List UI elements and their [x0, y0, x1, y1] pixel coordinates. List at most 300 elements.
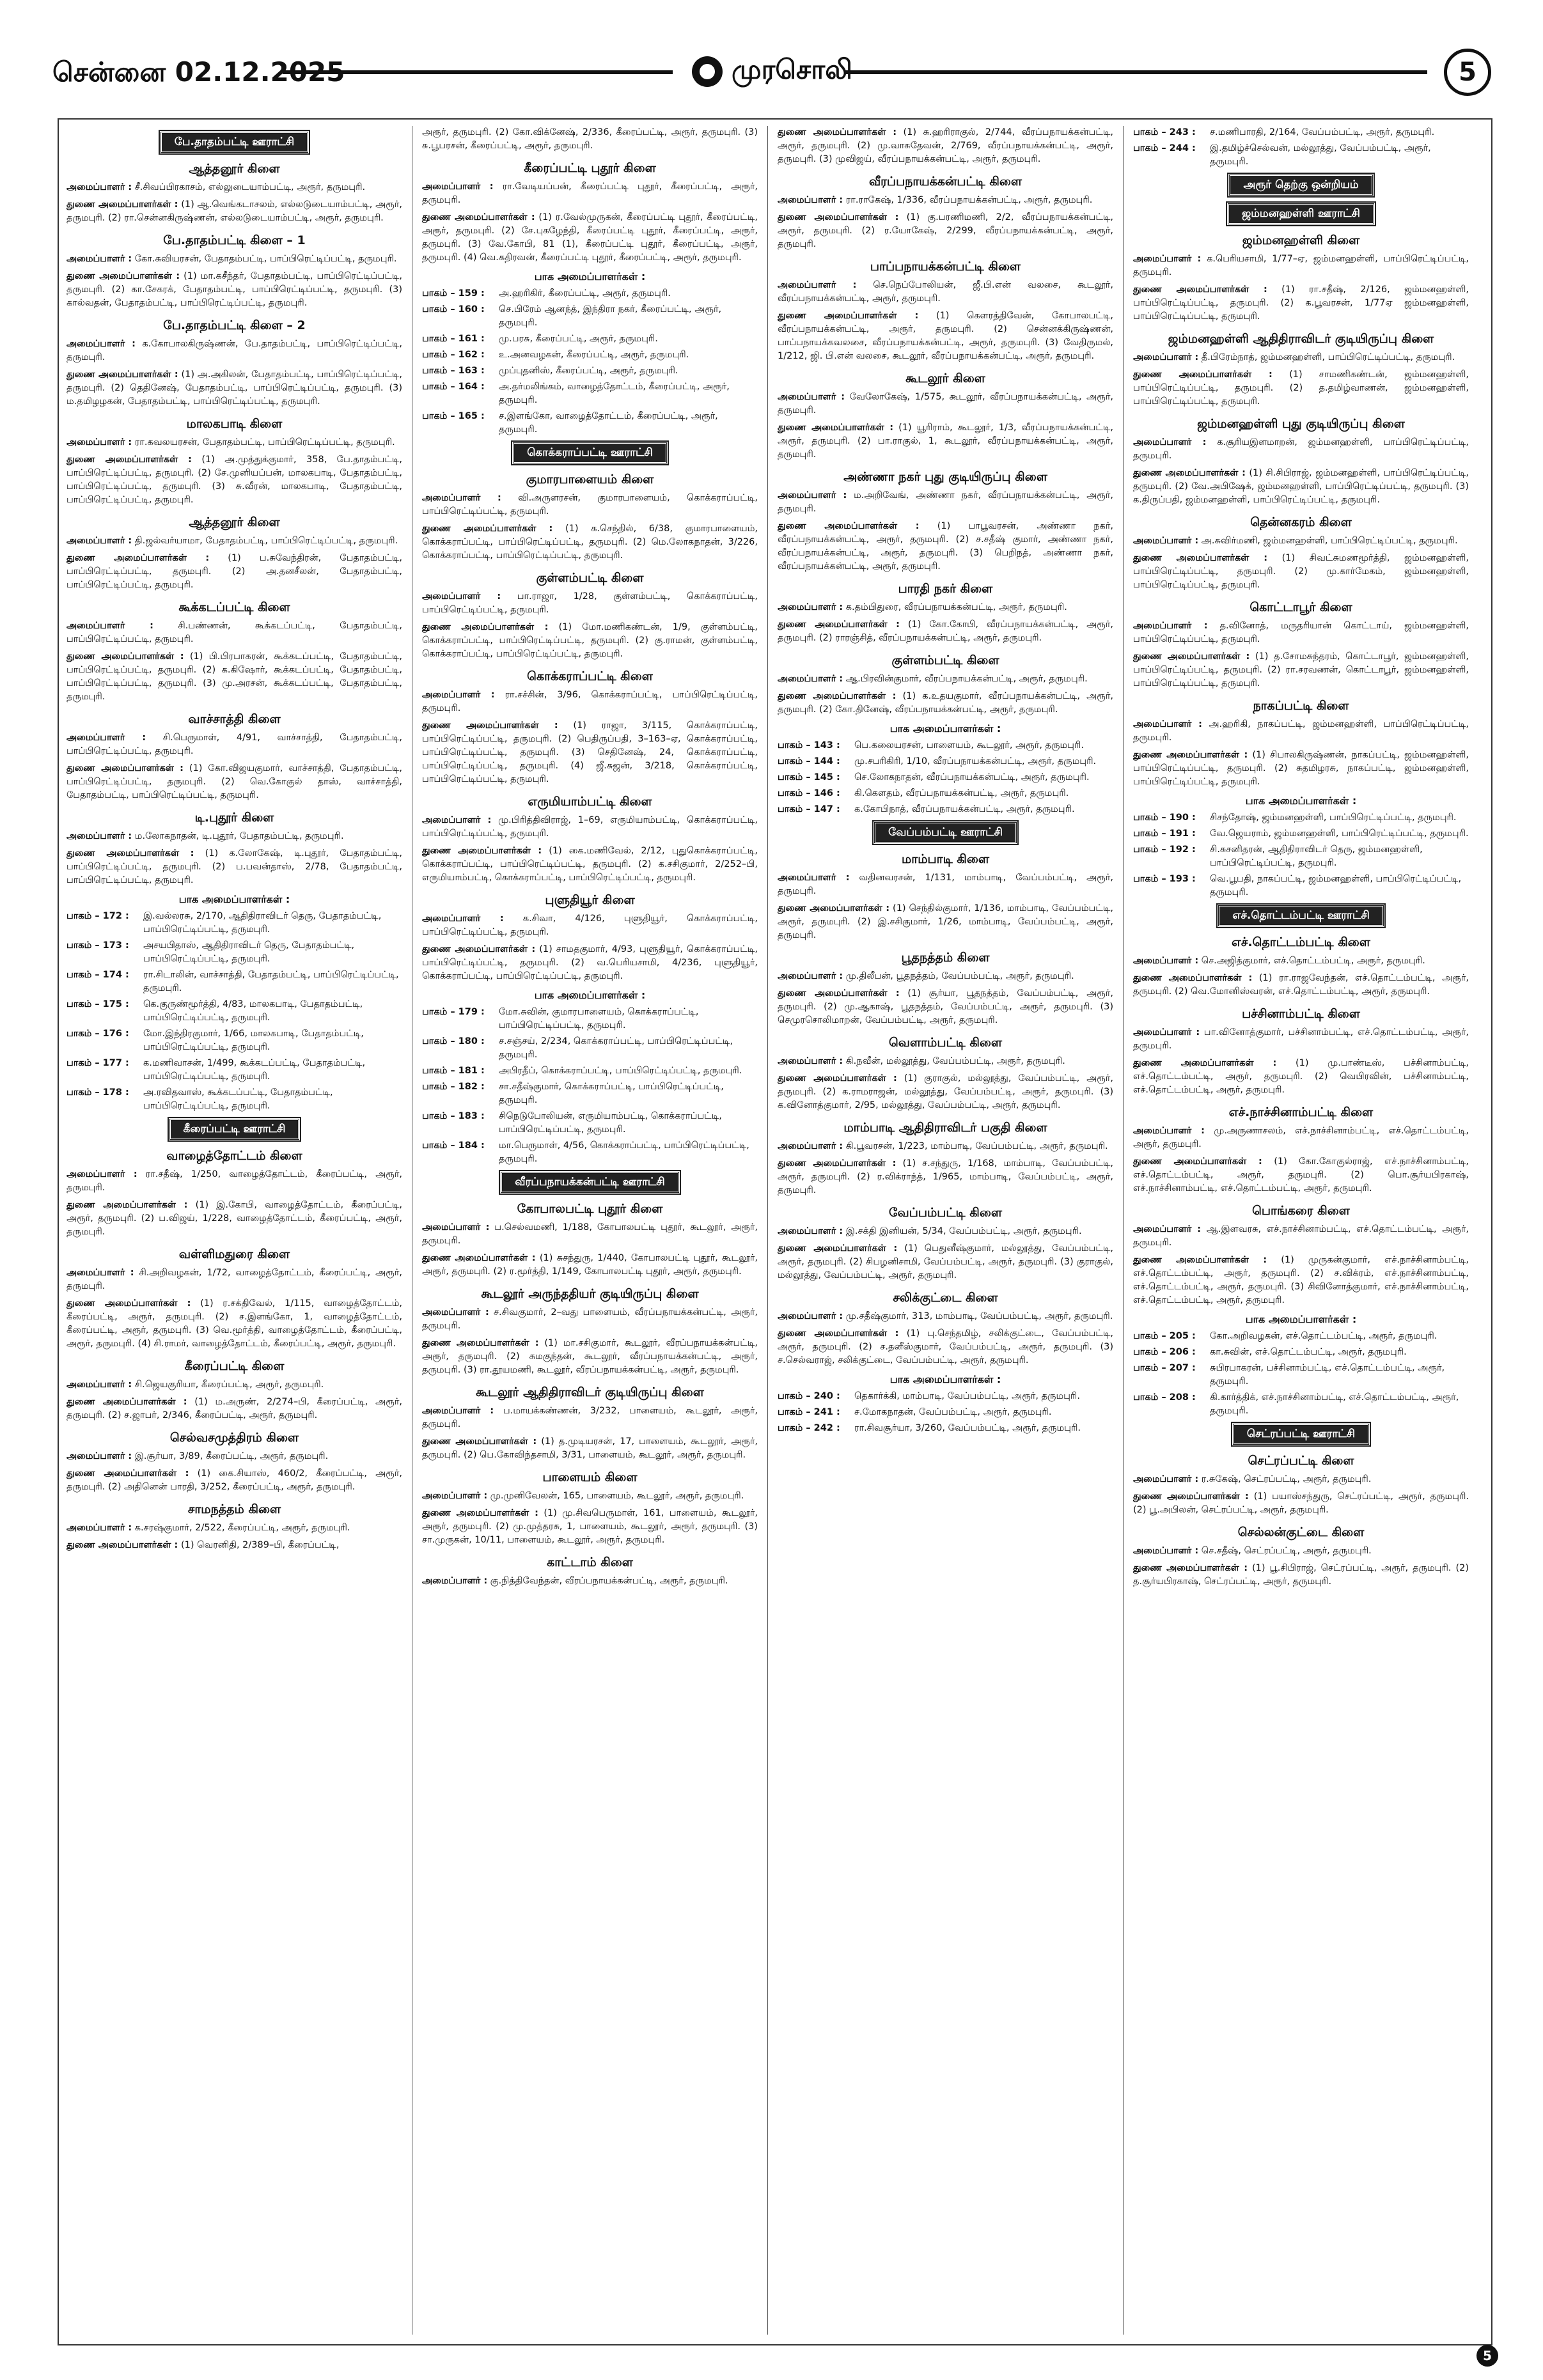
member-details: (1) சிபாலகிருஷ்ணன், நாகப்பட்டி, ஜம்மனஹள்ளி, பாப்பிரெட்டிப்பட்டி, தருமபுரி. (2) சுதமிழரசு, நாகப்பட்டி, ஜம்மனஹள்ளி, பாப்பிரெட்டிப்பட்டி, தருமபுரி. [1133, 750, 1469, 787]
member-details: கி.நவீன், மல்லூத்து, வேப்பம்பட்டி, அரூர், தருமபுரி. [845, 1056, 1065, 1066]
member-entry [778, 1327, 1113, 1367]
column-3 [778, 126, 1113, 2335]
role-label: துணை அமைப்பாளர்கள் : [67, 271, 180, 281]
role-label: அமைப்பாளர் : [778, 1226, 843, 1236]
booth-entry [778, 1422, 1113, 1435]
role-label: அமைப்பாளர் : [422, 1307, 489, 1318]
role-label: துணை அமைப்பாளர்கள் : [67, 553, 210, 563]
booth-member: க.கோபிநாத், வீரப்பநாயக்கன்பட்டி, அரூர், தருமபுரி. [854, 804, 1075, 814]
role-label: துணை அமைப்பாளர்கள் : [778, 619, 900, 630]
role-label: அமைப்பாளர் : [1133, 1224, 1202, 1234]
member-entry [1133, 718, 1469, 745]
member-entry [1133, 1490, 1469, 1517]
member-details: பா.ராஜா, 1/28, குள்ளம்பட்டி, கொக்கராப்பட்டி, பாப்பிரெட்டிப்பட்டி, தருமபுரி. [422, 591, 758, 615]
member-details: சி.பண்ணன், கூக்கடப்பட்டி, பேதாதம்பட்டி, பாப்பிரெட்டிப்பட்டி, தருமபுரி. [67, 621, 402, 644]
booth-member: அபிரதீப், கொக்கராப்பட்டி, பாப்பிரெட்டிப்பட்டி, தருமபுரி. [499, 1066, 742, 1076]
member-entry [67, 270, 402, 310]
member-details: (1) ஆ.வெங்கடாசலம், எல்லடுடையாம்பட்டி, அரூர், தருமபுரி. (2) ரா.சென்னகிருஷ்ணன், எல்லடுடையாம்பட்டி, அரூர், தருமபுரி. [67, 199, 402, 223]
branch-heading: கொட்டாபூர் கிளை [1249, 600, 1352, 614]
branch-heading: பாப்பநாயக்கன்பட்டி கிளை [870, 260, 1021, 274]
member-entry [67, 1467, 402, 1494]
member-entry [422, 1404, 758, 1431]
member-details: கு.நித்திவேந்தன், வீரப்பநாயக்கன்பட்டி, அரூர், தருமபுரி. [490, 1576, 728, 1586]
role-label: அமைப்பாளர் : [778, 1311, 843, 1321]
member-entry [422, 1435, 758, 1462]
page-number: 5 [1444, 49, 1491, 96]
member-details: க.சூரியஇளமாறன், ஜம்மனஹள்ளி, பாப்பிரெட்டிப்பட்டி, தருமபுரி. [1133, 437, 1469, 461]
branch-heading: டி.புதூர் கிளை [194, 811, 274, 825]
member-entry [422, 1252, 758, 1279]
member-details: (1) சூர்யா, பூதநத்தம், வேப்பம்பட்டி, அரூர், தருமபுரி. (2) மு.ஆகாஷ், பூதநத்தம், வேப்பம்பட்டி, அரூர், தருமபுரி. (3) செமுரசொலிமாறன், வேப்பம்பட்டி, அரூர், தருமபுரி. [778, 988, 1113, 1025]
member-entry [422, 814, 758, 841]
booth-number: பாகம் – 243 : [1133, 127, 1196, 137]
booth-entry [67, 968, 402, 995]
branch-heading: குள்ளம்பட்டி கிளை [536, 571, 644, 585]
booth-number: பாகம் – 162 : [422, 350, 485, 360]
booth-member: இ.வல்லரசு, 2/170, ஆதிதிராவிடர் தெரு, பேதாதம்பட்டி, பாப்பிரெட்டிப்பட்டி, தருமபுரி. [143, 911, 382, 935]
member-entry [422, 522, 758, 563]
member-entry [67, 619, 402, 646]
member-entry [778, 1310, 1113, 1323]
member-details: (1) பூ.சிபிராஜ், செட்ரப்பட்டி, அரூர், தருமபுரி. (2) த.சூர்யபிரகாஷ், செட்ரப்பட்டி, அரூர், தருமபுரி. [1133, 1563, 1469, 1587]
member-details: (1) குராகுல், மல்லூத்து, வேப்பம்பட்டி, அரூர், தருமபுரி. (2) க.ராமராஜன், மல்லூத்து, வேப்பம்பட்டி, அரூர், தருமபுரி. (3) க.வினோத்குமார், 2/95, மல்லூத்து, வேப்பம்பட்டி, அரூர், தருமபுரி. [778, 1073, 1113, 1110]
member-details: (1) க.லோகேஷ், டி.புதூர், பேதாதம்பட்டி, பாப்பிரெட்டிப்பட்டி, தருமபுரி. (2) ப.பவன்தாஸ், 2/78, பேதாதம்பட்டி, பாப்பிரெட்டிப்பட்டி, தருமபுரி. [67, 848, 402, 885]
column-2 [422, 126, 758, 2335]
booth-entry [1133, 142, 1469, 169]
member-details: அரூர், தருமபுரி. (2) கோ.விக்னேஷ், 2/336, கீரைப்பட்டி, அரூர், தருமபுரி. (3) சு.பூபரசன், கீரைப்பட்டி, அரூர், தருமபுரி. [422, 127, 758, 151]
paper-title: முரசொலி [732, 54, 852, 85]
member-details: (1) க.உதயகுமார், வீரப்பநாயக்கன்பட்டி, அரூர், தருமபுரி. (2) கோ.தினேஷ், வீரப்பநாயக்கன்பட்டி, அரூர், தருமபுரி. [778, 691, 1113, 715]
booth-entry [778, 755, 1113, 768]
role-label: துணை அமைப்பாளர்கள் : [422, 846, 542, 856]
member-entry [1133, 1223, 1469, 1250]
role-label: அமைப்பாளர் : [67, 1523, 132, 1533]
member-details: ரா.கவலயரசன், பேதாதம்பட்டி, பாப்பிரெட்டிப்பட்டி, தருமபுரி. [134, 437, 395, 447]
member-details: (1) த.சோமசுந்தரம், கொட்டாபூர், ஜம்மனஹள்ளி, பாப்பிரெட்டிப்பட்டி, தருமபுரி. (2) ரா.சரவணன், கொட்டாபூர், ஜம்மனஹள்ளி, பாப்பிரெட்டிப்பட்டி, தருமபுரி. [1133, 651, 1469, 688]
section-heading [67, 131, 402, 153]
member-details: க.சரஷ்குமார், 2/522, கீரைப்பட்டி, அரூர், தருமபுரி. [134, 1523, 350, 1533]
member-details: (1) ர.சக்திவேல், 1/115, வாழைத்தோட்டம், கீரைப்பட்டி, அரூர், தருமபுரி. (2) ச.இளங்கோ, 1, வாழைத்தோட்டம், கீரைப்பட்டி, அரூர், தருமபுரி. (3) வெ.மூர்த்தி, வாழைத்தோட்டம், கீரைப்பட்டி, அரூர், தருமபுரி. (4) சி.ராமர், வாழைத்தோட்டம், கீரைப்பட்டி, அரூர், தருமபுரி. [67, 1298, 402, 1349]
booth-number: பாகம் – 192 : [1133, 844, 1196, 855]
booth-entry [422, 348, 758, 362]
member-entry [67, 731, 402, 758]
member-details: ரா.ராகேஷ், 1/336, வீரப்பநாயக்கன்பட்டி, அரூர், தருமபுரி. [845, 195, 1093, 205]
role-label: அமைப்பாளர் : [422, 1222, 490, 1233]
member-details: ம.அறிவேங், அண்ணா நகர், வீரப்பநாயக்கன்பட்டி, அரூர், தருமபுரி. [778, 490, 1113, 514]
role-label: துணை அமைப்பாளர்கள் : [1133, 750, 1248, 760]
member-details: (1) கை.சியாஸ், 460/2, கீரைப்பட்டி, அரூர், தருமபுரி. (2) அதினென் பாரதி, 3/252, கீரைப்பட்டி, அரூர், தருமபுரி. [67, 1468, 402, 1492]
booth-entry [1133, 873, 1469, 899]
booth-number: பாகம் – 161 : [422, 334, 485, 344]
member-details: (1) மோ.மணிகண்டன், 1/9, குள்ளம்பட்டி, கொக்கராப்பட்டி, பாப்பிரெட்டிப்பட்டி, தருமபுரி. (2) கு.ராமன், குள்ளம்பட்டி, கொக்கராப்பட்டி, பாப்பிரெட்டிப்பட்டி, தருமபுரி. [422, 622, 758, 659]
member-entry [778, 126, 1113, 166]
member-details: க.தம்பிதுரை, வீரப்பநாயக்கன்பட்டி, அரூர், தருமபுரி. [845, 602, 1067, 612]
member-entry [778, 279, 1113, 306]
branch-heading: ஆத்தனூர் கிளை [189, 162, 280, 176]
branch-heading: வௌாம்பட்டி கிளை [888, 1036, 1003, 1050]
member-entry [67, 1297, 402, 1351]
role-label: துணை அமைப்பாளர்கள் : [1133, 973, 1253, 983]
branch-heading: கீரைப்பட்டி கிளை [184, 1359, 285, 1373]
role-label: அமைப்பாளர் : [778, 602, 843, 612]
member-details: வேலோகேஷ், 1/575, கூடலூர், வீரப்பநாயக்கன்பட்டி, அரூர், தருமபுரி. [778, 392, 1113, 416]
role-label: அமைப்பாளர் : [67, 536, 132, 546]
masthead-rule-left [283, 70, 673, 74]
member-details: (1) த.முடியரசன், 17, பாளையம், கூடலூர், அரூர், தருமபுரி. (2) பெ.கோவிந்தசாமி, 3/31, பாளையம், கூடலூர், அரூர், தருமபுரி. [422, 1436, 758, 1460]
role-label: அமைப்பாளர் : [778, 1056, 843, 1066]
booth-number: பாகம் – 193 : [1133, 874, 1196, 884]
booth-member: ச.மோகநாதன், வேப்பம்பட்டி, அரூர், தருமபுரி. [854, 1407, 1052, 1417]
member-entry [422, 844, 758, 885]
member-entry [778, 618, 1113, 645]
member-entry [778, 902, 1113, 942]
booth-entry [422, 303, 758, 330]
booth-number: பாகம் – 242 : [778, 1423, 840, 1433]
role-label: அமைப்பாளர் : [1133, 254, 1202, 264]
member-entry [422, 943, 758, 983]
branch-heading: எச்.நாச்சினாம்பட்டி கிளை [1228, 1105, 1374, 1119]
member-details: க.கோபாலகிருஷ்ணன், பே.தாதம்பட்டி, பாப்பிரெட்டிப்பட்டி, தருமபுரி. [67, 339, 402, 362]
role-label: துணை அமைப்பாளர்கள் : [1133, 553, 1268, 563]
role-label: துணை அமைப்பாளர்கள் : [67, 1540, 178, 1550]
booth-number: பாகம் – 244 : [1133, 143, 1196, 153]
booth-member: மோ.இந்திரகுமார், 1/66, மாலகபாடி, பேதாதம்பட்டி, பாப்பிரெட்டிப்பட்டி, தருமபுரி. [143, 1029, 364, 1052]
role-label: துணை அமைப்பாளர்கள் : [1133, 369, 1273, 380]
member-details: (1) ராஜா, 3/115, கொக்கராப்பட்டி, பாப்பிரெட்டிப்பட்டி, தருமபுரி. (2) பெதிருப்பதி, 3–163–ஏ, கொக்கராப்பட்டி, பாப்பிரெட்டிப்பட்டி, தருமபுரி. (3) செதினேஷ், 24, கொக்கராப்பட்டி, பாப்பிரெட்டிப்பட்டி, தருமபுரி. (4) ஜீ.சுஜன், 3/218, கொக்கராப்பட்டி, பாப்பிரெட்டிப்பட்டி, தருமபுரி. [422, 720, 758, 784]
member-entry [67, 1378, 402, 1392]
paper-name [692, 54, 852, 89]
member-entry [1133, 1057, 1469, 1097]
booth-member: சுபிரபாகரன், பச்சினாம்பட்டி, எச்.தொட்டம்பட்டி, அரூர், தருமபுரி. [1210, 1363, 1445, 1387]
member-entry [1133, 552, 1469, 592]
member-entry [778, 690, 1113, 717]
member-details: ப.மாயக்கண்ணன், 3/232, பாளையம், கூடலூர், அரூர், தருமபுரி. [422, 1406, 758, 1429]
member-entry [1133, 467, 1469, 507]
member-entry [778, 489, 1113, 516]
booth-member: உ.அனவழகன், கீரைப்பட்டி, அரூர், தருமபுரி. [499, 350, 689, 360]
place-date: சென்னை 02.12.2025 [52, 56, 345, 88]
booth-entry [1133, 1330, 1469, 1343]
member-entry [67, 534, 402, 548]
section-heading [1133, 905, 1469, 927]
member-details: சி.அறிவழகன், 1/72, வாழைத்தோட்டம், கீரைப்பட்டி, அரூர், தருமபுரி. [67, 1268, 402, 1291]
member-entry [67, 253, 402, 266]
member-details: (1) மா.கசீந்தர், பேதாதம்பட்டி, பாப்பிரெட்டிப்பட்டி, தருமபுரி. (2) கா.சேகரக், பேதாதம்பட்டி, பாப்பிரெட்டிப்பட்டி, தருமபுரி. (3) கால்வதன், பேதாதம்பட்டி, பாப்பிரெட்டிப்பட்டி, தருமபுரி. [67, 271, 402, 308]
booth-list-heading: பாக அமைப்பாளர்கள் : [1245, 795, 1357, 807]
booth-member: சிநெடுபோலியன், எருமியாம்பட்டி, கொக்கராப்பட்டி, பாப்பிரெட்டிப்பட்டி, தருமபுரி. [499, 1111, 722, 1135]
role-label: அமைப்பாளர் : [778, 674, 843, 684]
branch-heading: வள்ளிமதுரை கிளை [178, 1247, 290, 1261]
member-details: (1) ரா.சதீஷ், 2/126, ஜம்மனஹள்ளி, பாப்பிரெட்டிப்பட்டி, தருமபுரி. (2) க.பூவரசன், 1/77ஏ ஜம்மனஹள்ளி, பாப்பிரெட்டிப்பட்டி, தருமபுரி. [1133, 284, 1469, 322]
branch-heading: வீரப்பநாயக்கன்பட்டி கிளை [868, 175, 1022, 189]
section-heading [422, 1171, 758, 1194]
member-entry [67, 1199, 402, 1239]
booth-entry [422, 364, 758, 378]
booth-member: க.மணிவாசன், 1/499, கூக்கடப்பட்டி, பேதாதம்பட்டி, பாப்பிரெட்டிப்பட்டி, தருமபுரி. [143, 1058, 366, 1082]
member-details: மு.சதீஷ்குமார், 313, மாம்பாடி, வேப்பம்பட்டி, அரூர், தருமபுரி. [845, 1311, 1113, 1321]
branch-heading: கீரைப்பட்டி புதூர் கிளை [524, 161, 656, 175]
booth-member: அ.ரவிதவாஸ், கூக்கடப்பட்டி, பேதாதம்பட்டி, பாப்பிரெட்டிப்பட்டி, தருமபுரி. [143, 1087, 333, 1111]
role-label: அமைப்பாளர் : [422, 914, 504, 924]
member-details: க.சிவா, 4/126, புளுதியூர், கொக்கராப்பட்டி, பாப்பிரெட்டிப்பட்டி, தருமபுரி. [422, 914, 758, 937]
booth-number: பாகம் – 147 : [778, 804, 840, 814]
booth-entry [67, 1086, 402, 1113]
member-details: (1) வெரனிதி, 2/389–பி, கீரைப்பட்டி, [180, 1540, 340, 1550]
booth-member: சிசந்தோஷ், ஜம்மனஹள்ளி, பாப்பிரெட்டிப்பட்டி, தருமபுரி. [1210, 813, 1457, 823]
member-entry [67, 453, 402, 507]
member-entry [778, 601, 1113, 614]
booth-number: பாகம் – 191 : [1133, 828, 1196, 839]
member-details: (1) ச.சந்துரு, 1/168, மாம்பாடி, வேப்பம்பட்டி, அரூர், தருமபுரி. (2) ர.விக்ராந்த், 1/965, மாம்பாடி, வேப்பம்பட்டி, அரூர், தருமபுரி. [778, 1158, 1113, 1195]
role-label: அமைப்பாளர் : [67, 437, 132, 447]
member-details: (1) கை.மணிவேல், 2/12, புதுகொக்கராப்பட்டி, கொக்கராப்பட்டி, பாப்பிரெட்டிப்பட்டி, தருமபுரி. (2) க.சசிகுமார், 2/252–பி, எருமியாம்பட்டி, கொக்கராப்பட்டி, பாப்பிரெட்டிப்பட்டி, தருமபுரி. [422, 846, 758, 883]
role-label: துணை அமைப்பாளர்கள் : [67, 651, 184, 662]
booth-entry [1133, 827, 1469, 841]
booth-list-heading: பாக அமைப்பாளர்கள் : [534, 989, 646, 1001]
role-label: துணை அமைப்பாளர்கள் : [1133, 1156, 1262, 1167]
member-details: (1) ம.அருண், 2/274–பி, கீரைப்பட்டி, அரூர், தருமபுரி. (2) ச.ஜாபர், 2/346, கீரைப்பட்டி, அரூர், தருமபுரி. [67, 1397, 402, 1420]
booth-number: பாகம் – 176 : [67, 1029, 129, 1039]
member-details: இ.சூர்யா, 3/89, கீரைப்பட்டி, அரூர், தருமபுரி. [134, 1451, 329, 1461]
member-details: க.பெரியசாமி, 1/77–ஏ, ஜம்மனஹள்ளி, பாப்பிரெட்டிப்பட்டி, தருமபுரி. [1133, 254, 1469, 277]
section-heading-label: அரூர் தெற்கு ஒன்றியம் [1228, 174, 1373, 196]
role-label: அமைப்பாளர் : [422, 1491, 488, 1501]
booth-entry [422, 287, 758, 300]
member-entry [1133, 619, 1469, 646]
role-label: அமைப்பாளர் : [1133, 1546, 1199, 1556]
booth-number: பாகம் – 164 : [422, 382, 485, 392]
booth-entry [422, 1139, 758, 1166]
branch-heading: பாரதி நகர் கிளை [898, 582, 993, 596]
booth-entry [1133, 1362, 1469, 1388]
role-label: அமைப்பாளர் : [1133, 352, 1199, 362]
member-details: (1) பி.பிரபாகரன், கூக்கடப்பட்டி, பேதாதம்பட்டி, பாப்பிரெட்டிப்பட்டி, தருமபுரி. (2) க.கிஷோர், கூக்கடப்பட்டி, பேதாதம்பட்டி, பாப்பிரெட்டிப்பட்டி, தருமபுரி. (3) மு.அரசன், கூக்கடப்பட்டி, பேதாதம்பட்டி, தருமபுரி. [67, 651, 402, 702]
member-entry [422, 126, 758, 153]
role-label: துணை அமைப்பாளர்கள் : [778, 1328, 899, 1339]
role-label: அமைப்பாளர் : [1133, 621, 1208, 631]
member-details: தி.ஜல்வர்யாமா, பேதாதம்பட்டி, பாப்பிரெட்டிப்பட்டி, தருமபுரி. [134, 536, 398, 546]
member-details: (1) இ.கோபி, வாழைத்தோட்டம், கீரைப்பட்டி, அரூர், தருமபுரி. (2) ப.விஜய், 1/228, வாழைத்தோட்டம், கீரைப்பட்டி, அரூர், தருமபுரி. [67, 1200, 402, 1237]
member-details: (1) மா.சசிகுமார், கூடலூர், வீரப்பநாயக்கன்பட்டி, அரூர், தருமபுரி. (2) சுமகுந்தன், கூடலூர், வீரப்பநாயக்கன்பட்டி, அரூர், தருமபுரி. (3) ரா.தூயமணி, கூடலூர், வீரப்பநாயக்கன்பட்டி, அரூர், தருமபுரி. [422, 1338, 758, 1375]
member-entry [67, 762, 402, 802]
member-details: (1) கு.பரணிமணி, 2/2, வீரப்பநாயக்கன்பட்டி, அரூர், தருமபுரி. (2) ர.யோகேஷ், 2/299, வீரப்பநாயக்கன்பட்டி, அரூர், தருமபுரி. [778, 212, 1113, 249]
booth-number: பாகம் – 190 : [1133, 813, 1196, 823]
branch-heading: நாகப்பட்டி கிளை [1253, 699, 1349, 713]
booth-member: இ.தமிழ்ச்செல்வன், மல்லூத்து, வேப்பம்பட்டி, அரூர், தருமபுரி. [1210, 143, 1431, 167]
member-details: ரா.வேடியப்பன், கீரைப்பட்டி புதூர், கீரைப்பட்டி, அரூர், தருமபுரி. [422, 182, 758, 205]
booth-number: பாகம் – 178 : [67, 1087, 129, 1098]
member-details: கோ.சுவியரசன், பேதாதம்பட்டி, பாப்பிரெட்டிப்பட்டி, தருமபுரி. [134, 254, 397, 264]
role-label: துணை அமைப்பாளர்கள் : [422, 212, 535, 222]
member-details: (1) அ.முத்துக்குமார், 358, பே.தாதம்பட்டி, பாப்பிரெட்டிப்பட்டி, தருமபுரி. (2) சே.முனியப்பன், மாலகபாடி, பேதாதம்பட்டி, பாப்பிரெட்டிப்பட்டி, தருமபுரி. (3) சு.வீரன், மாலகபாடி, பேதாதம்பட்டி, பாப்பிரெட்டிப்பட்டி, தருமபுரி. [67, 455, 402, 505]
member-details: (1) கோ.கோகுல்ராஜ், எச்.நாச்சினாம்பட்டி, எச்.தொட்டம்பட்டி, அரூர், தருமபுரி. (2) பொ.சூர்யபிரகாஷ், எச்.நாச்சினாம்பட்டி, எச்.தொட்டம்பட்டி, அரூர், தருமபுரி. [1133, 1156, 1469, 1194]
branch-heading: குமாரபாளையம் கிளை [526, 472, 654, 486]
member-entry [1133, 351, 1469, 364]
member-details: (1) செந்தில்குமார், 1/136, மாம்பாடி, வேப்பம்பட்டி, அரூர், தருமபுரி. (2) இ.சசிகுமார், 1/26, மாம்பாடி, வேப்பம்பட்டி, அரூர், தருமபுரி. [778, 903, 1113, 940]
branch-heading: எருமியாம்பட்டி கிளை [528, 795, 652, 809]
member-entry [1133, 1254, 1469, 1307]
booth-number: பாகம் – 165 : [422, 411, 485, 421]
section-heading [778, 821, 1113, 844]
member-entry [1133, 749, 1469, 789]
member-details: செ.அஜித்குமார், எச்.தொட்டம்பட்டி, அரூர், தருமபுரி. [1201, 956, 1425, 966]
branch-heading: வாச்சாத்தி கிளை [188, 712, 281, 726]
section-heading-label: வீரப்பநாயக்கன்பட்டி ஊராட்சி [500, 1171, 680, 1194]
member-entry [422, 590, 758, 617]
booth-member: மு.சபரிகிரி, 1/10, வீரப்பநாயக்கன்பட்டி, அரூர், தருமபுரி. [854, 756, 1097, 766]
booth-entry [422, 332, 758, 346]
booth-entry [1133, 1391, 1469, 1418]
role-label: துணை அமைப்பாளர்கள் : [778, 1243, 898, 1254]
booth-number: பாகம் – 173 : [67, 940, 129, 951]
member-entry [422, 180, 758, 207]
member-details: (1) யூரிராம், கூடலூர், 1/3, வீரப்பநாயக்கன்பட்டி, அரூர், தருமபுரி. (2) பா.ராகுல், 1, கூடலூர், வீரப்பநாயக்கன்பட்டி, அரூர், தருமபுரி. [778, 423, 1113, 460]
booth-member: சி.சுசனிதரன், ஆதிதிராவிடர் தெரு, ஜம்மனஹள்ளி, பாப்பிரெட்டிப்பட்டி, தருமபுரி. [1210, 844, 1423, 868]
booth-number: பாகம் – 207 : [1133, 1363, 1196, 1373]
member-entry [778, 1157, 1113, 1197]
member-details: அ.ஹரிகி, நாகப்பட்டி, ஜம்மனஹள்ளி, பாப்பிரெட்டிப்பட்டி, தருமபுரி. [1133, 719, 1469, 743]
member-details: மு.முனிவேலன், 165, பாளையம், கூடலூர், அரூர், தருமபுரி. [490, 1491, 744, 1501]
member-entry [778, 970, 1113, 983]
member-details: (1) மு.சிவபெருமாள், 161, பாளையம், கூடலூர், அரூர், தருமபுரி. (2) மு.முத்தரசு, 1, பாளையம், கூடலூர், அரூர், தருமபுரி. (3) சா.முருகன், 10/11, பாளையம், கூடலூர், அரூர், தருமபுரி. [422, 1508, 758, 1545]
branch-heading: ஜம்மனஹள்ளி கிளை [1242, 233, 1360, 247]
member-entry [67, 650, 402, 704]
role-label: துணை அமைப்பாளர்கள் : [422, 944, 536, 954]
section-heading [67, 1118, 402, 1140]
section-heading-label: கீரைப்பட்டி ஊராட்சி [169, 1118, 301, 1140]
member-details: (1) பாபூவரசன், அண்ணா நகர், வீரப்பநாயக்கன்பட்டி, அரூர், தருமபுரி. (2) ச.சதீஷ் குமார், அண்ணா நகர், வீரப்பநாயக்கன்பட்டி, அரூர், தருமபுரி. (3) பெறிநத், அண்ணா நகர், வீரப்பநாயக்கன்பட்டி, அரூர், தருமபுரி. [778, 521, 1113, 572]
section-heading-label: பே.தாதம்பட்டி ஊராட்சி [160, 131, 309, 153]
role-label: துணை அமைப்பாளர்கள் : [67, 199, 178, 210]
role-label: அமைப்பாளர் : [422, 1406, 494, 1416]
branch-heading: வாழைத்தோட்டம் கிளை [166, 1149, 302, 1163]
booth-number: பாகம் – 179 : [422, 1007, 485, 1017]
booth-entry [1133, 126, 1469, 139]
member-entry [778, 1140, 1113, 1153]
role-label: துணை அமைப்பாளர்கள் : [67, 848, 194, 859]
booth-number: பாகம் – 145 : [778, 772, 840, 782]
role-label: அமைப்பாளர் : [422, 493, 501, 503]
member-entry [1133, 972, 1469, 999]
column-4 [1133, 126, 1469, 2335]
role-label: அமைப்பாளர் : [778, 195, 843, 205]
booth-member: ச.இளங்கோ, வாழைத்தோட்டம், கீரைப்பட்டி, அரூர், தருமபுரி. [499, 411, 718, 435]
booth-number: பாகம் – 206 : [1133, 1347, 1196, 1357]
role-label: அமைப்பாளர் : [422, 815, 492, 825]
member-details: (1) சாமதகுமார், 4/93, புளுதியூர், கொக்கராப்பட்டி, பாப்பிரெட்டிப்பட்டி, தருமபுரி. (2) வ.பெரியசாமி, 4/236, புளுதியூர், கொக்கராப்பட்டி, பாப்பிரெட்டிப்பட்டி, தருமபுரி. [422, 944, 758, 981]
role-label: துணை அமைப்பாளர்கள் : [422, 1508, 538, 1518]
role-label: அமைப்பாளர் : [67, 254, 132, 264]
section-heading-label: செட்ரப்பட்டி ஊராட்சி [1232, 1423, 1370, 1445]
branch-heading: செட்ரப்பட்டி கிளை [1248, 1454, 1354, 1468]
role-label: துணை அமைப்பாளர்கள் : [1133, 468, 1246, 478]
booth-entry [422, 1064, 758, 1078]
role-label: துணை அமைப்பாளர்கள் : [1133, 1563, 1248, 1573]
booth-entry [778, 1390, 1113, 1403]
branch-heading: மாம்பாடி கிளை [902, 852, 989, 866]
booth-member: செ.லோகநாதன், வீரப்பநாயக்கன்பட்டி, அரூர், தருமபுரி. [854, 772, 1090, 782]
booth-member: அ.தர்மலிங்கம், வாழைத்தோட்டம், கீரைப்பட்டி, அரூர், தருமபுரி. [499, 382, 730, 405]
role-label: அமைப்பாளர் : [67, 621, 153, 631]
booth-list-heading: பாக அமைப்பாளர்கள் : [889, 1373, 1001, 1385]
booth-member: ச.மணிபாரதி, 2/164, வேப்பம்பட்டி, அரூர், தருமபுரி. [1210, 127, 1435, 137]
member-details: (1) ரா.ராஜவேந்தன், எச்.தொட்டம்பட்டி, அரூர், தருமபுரி. (2) வெ.மோனிஸ்வரன், எச்.தொட்டம்பட்டி, அரூர், தருமபுரி. [1133, 973, 1469, 997]
member-entry [778, 194, 1113, 207]
member-details: செ.சதீஷ், செட்ரப்பட்டி, அரூர், தருமபுரி. [1201, 1546, 1372, 1556]
member-entry [1133, 1026, 1469, 1053]
role-label: அமைப்பாளர் : [422, 182, 494, 192]
member-details: வதினவரசன், 1/131, மாம்பாடி, வேப்பம்பட்டி, அரூர், தருமபுரி. [778, 873, 1113, 896]
booth-number: பாகம் – 180 : [422, 1036, 485, 1046]
booth-entry [778, 771, 1113, 784]
member-entry [778, 421, 1113, 462]
member-entry [67, 1539, 402, 1552]
member-details: (1) சுசந்துரு, 1/440, கோபாலபட்டி புதூர், கூடலூர், அரூர், தருமபுரி. (2) ர.மூர்த்தி, 1/149, கோபாலபட்டி புதூர், அரூர், தருமபுரி. [422, 1253, 758, 1277]
booth-number: பாகம் – 146 : [778, 788, 840, 798]
role-label: அமைப்பாளர் : [1133, 1027, 1200, 1038]
member-entry [1133, 368, 1469, 408]
member-entry [778, 673, 1113, 686]
member-details: கி.பூவரசன், 1/223, மாம்பாடி, வேப்பம்பட்டி, அரூர், தருமபுரி. [845, 1141, 1108, 1151]
booth-member: கி.கார்த்திக், எச்.நாச்சினாம்பட்டி, எச்.தொட்டம்பட்டி, அரூர், தருமபுரி. [1210, 1392, 1459, 1416]
booth-number: பாகம் – 183 : [422, 1111, 485, 1121]
member-details: இ.சக்தி இனியன், 5/34, வேப்பம்பட்டி, அரூர், தருமபுரி. [845, 1226, 1082, 1236]
booth-number: பாகம் – 205 : [1133, 1331, 1196, 1341]
booth-number: பாகம் – 160 : [422, 304, 485, 315]
branch-heading: பே.தாதம்பட்டி கிளை – 2 [163, 318, 306, 332]
section-heading-label: எச்.தொட்டம்பட்டி ஊராட்சி [1218, 905, 1384, 927]
role-label: துணை அமைப்பாளர்கள் : [67, 763, 184, 774]
member-details: மு.அருணாசலம், எச்.நாச்சினாம்பட்டி, எச்.தொட்டம்பட்டி, அரூர், தருமபுரி. [1133, 1126, 1469, 1149]
section-heading [1133, 174, 1469, 196]
branch-heading: பாளையம் கிளை [542, 1470, 638, 1484]
booth-number: பாகம் – 175 : [67, 999, 129, 1009]
member-entry [422, 719, 758, 786]
member-details: (1) பு.செந்தமிழ், சலிக்குட்டை, வேப்பம்பட்டி, அரூர், தருமபுரி. (2) ச.தனீஸ்குமார், வேப்பம்பட்டி, அரூர், தருமபுரி. (3) ச.செல்வராஜ், சலிக்குட்டை, வேப்பம்பட்டி, அரூர், தருமபுரி. [778, 1328, 1113, 1365]
role-label: அமைப்பாளர் : [1133, 437, 1207, 447]
booth-number: பாகம் – 182 : [422, 1082, 485, 1092]
role-label: அமைப்பாளர் : [67, 1169, 137, 1179]
role-label: துணை அமைப்பாளர்கள் : [422, 524, 553, 534]
booth-list-heading: பாக அமைப்பாளர்கள் : [178, 893, 290, 905]
booth-member: ரா.சிடாலின், வாச்சாத்தி, பேதாதம்பட்டி, பாப்பிரெட்டிப்பட்டி, தருமபுரி. [143, 970, 399, 993]
role-label: அமைப்பாளர் : [778, 971, 843, 981]
role-label: அமைப்பாளர் : [67, 1268, 134, 1278]
role-label: துணை அமைப்பாளர்கள் : [422, 1253, 536, 1263]
branch-heading: பச்சினாம்பட்டி கிளை [1242, 1007, 1360, 1021]
member-details: ரா.சதீஷ், 1/250, வாழைத்தோட்டம், கீரைப்பட்டி, அரூர், தருமபுரி. [67, 1169, 402, 1193]
role-label: துணை அமைப்பாளர்கள் : [1133, 1491, 1249, 1502]
member-details: (1) கௌரத்திவேன், கோபாலபட்டி, வீரப்பநாயக்கன்பட்டி, அரூர், தருமபுரி. (2) சென்னக்கிருஷ்ணன், பாப்பநாயக்கவலசை, வீரப்பநாயக்கன்பட்டி, அரூர், தருமபுரி. (3) வேதிருமல், 1/212, ஜி. பி.என் வலசை, கூடலூர், வீரப்பநாயக்கன்பட்டி, அரூர், தருமபுரி. [778, 311, 1113, 361]
member-details: ஆ.பிரவின்குமார், வீரப்பநாயக்கன்பட்டி, அரூர், தருமபுரி. [845, 674, 1088, 684]
member-entry [67, 847, 402, 887]
booth-entry [67, 1027, 402, 1054]
member-entry [422, 1575, 758, 1588]
branch-heading: கூடலூர் கிளை [905, 371, 985, 385]
member-entry [778, 987, 1113, 1027]
member-details: (1) ப.சுவேந்திரன், பேதாதம்பட்டி, பாப்பிரெட்டிப்பட்டி, தருமபுரி. (2) அ.தனசீலன், பேதாதம்பட்டி, பாப்பிரெட்டிப்பட்டி, தருமபுரி. [67, 553, 402, 590]
booth-entry [778, 739, 1113, 752]
booth-list-heading: பாக அமைப்பாளர்கள் : [534, 270, 646, 283]
role-label: துணை அமைப்பாளர்கள் : [422, 720, 558, 731]
member-details: அ.சுவிர்மணி, ஜம்மனஹள்ளி, பாப்பிரெட்டிப்பட்டி, தருமபுரி. [1201, 536, 1458, 546]
member-entry [67, 830, 402, 843]
booth-list-heading: பாக அமைப்பாளர்கள் : [1245, 1313, 1357, 1325]
member-entry [67, 181, 402, 194]
member-details: (1) கோ.கோபி, வீரப்பநாயக்கன்பட்டி, அரூர், தருமபுரி. (2) ராரஞ்சித், வீரப்பநாயக்கன்பட்டி, அரூர், தருமபுரி. [778, 619, 1113, 643]
booth-number: பாகம் – 172 : [67, 911, 129, 921]
member-entry [67, 1266, 402, 1293]
